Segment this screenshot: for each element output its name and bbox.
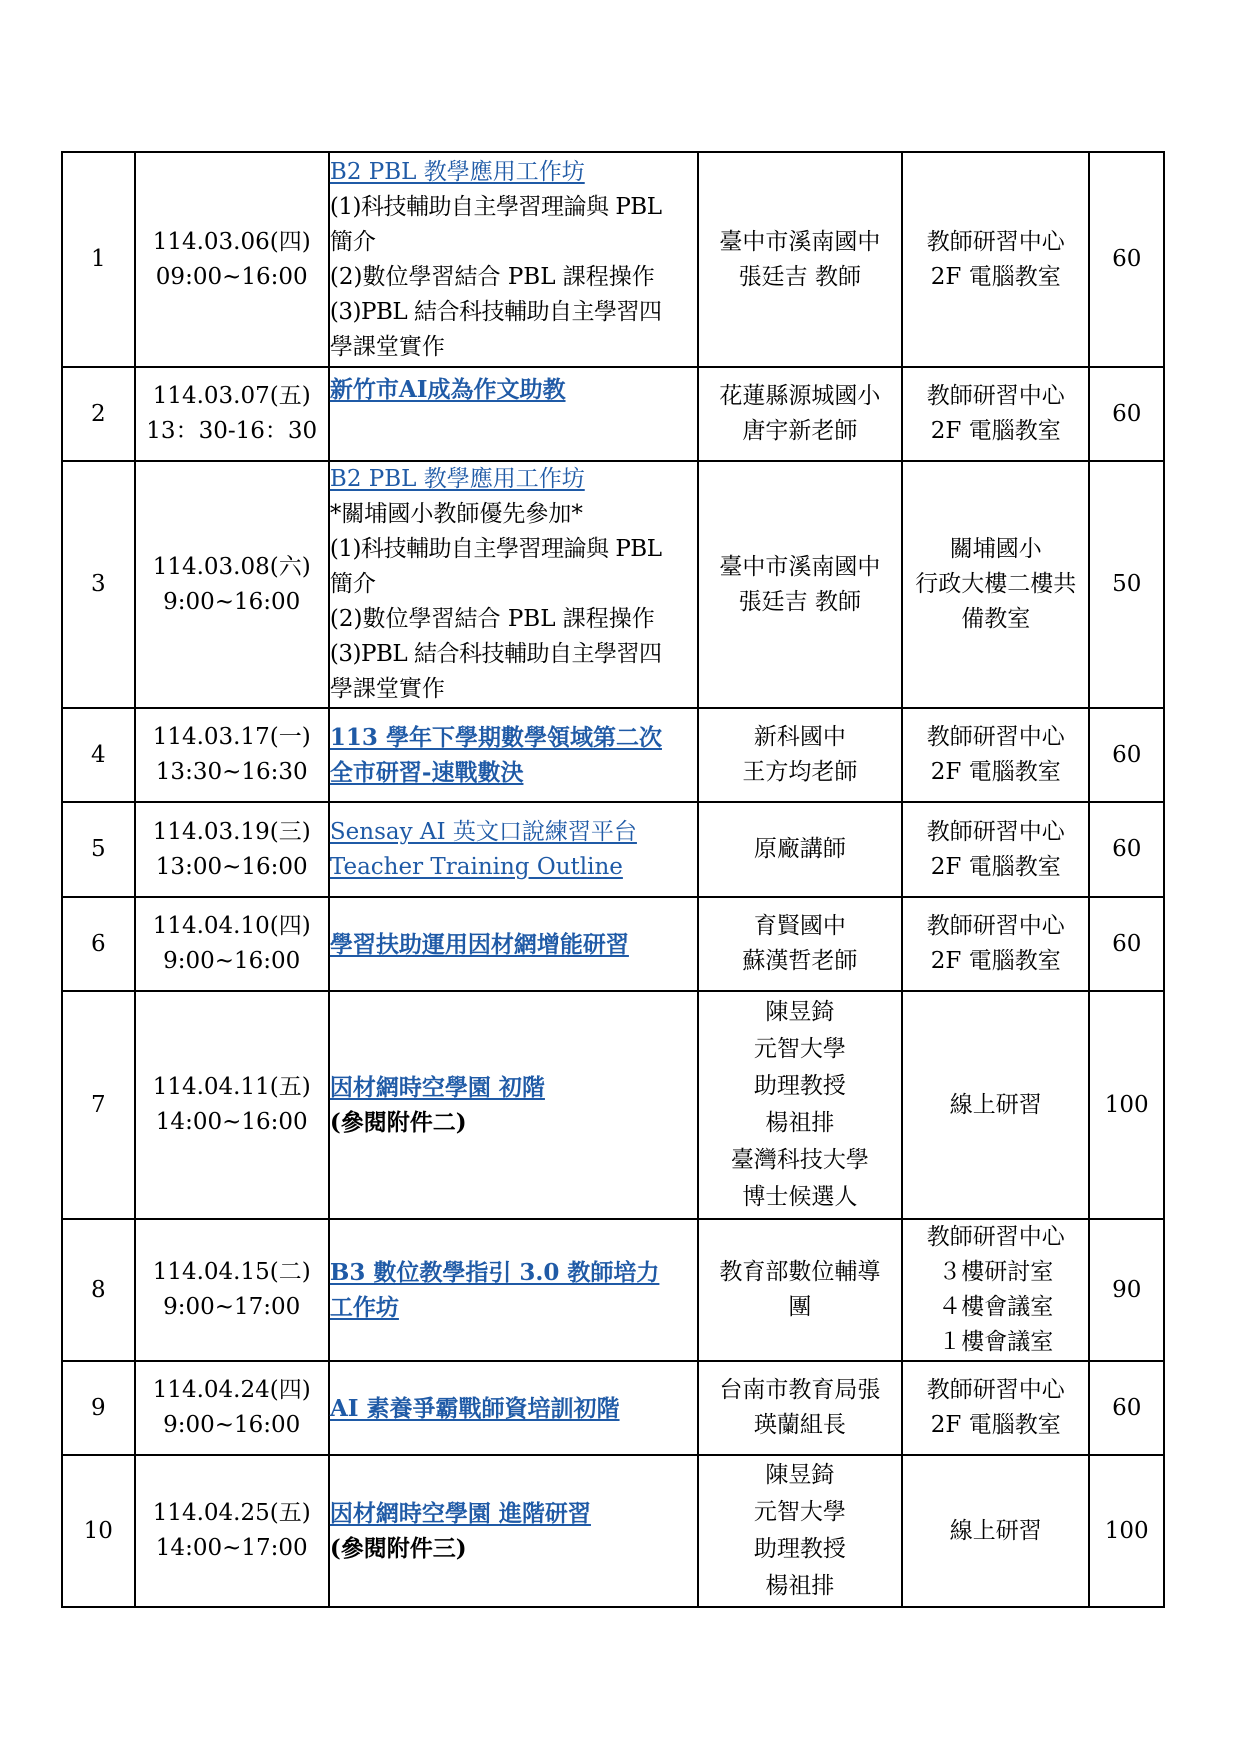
- workshop-title-link[interactable]: B3 數位教學指引 3.0 教師培力: [329, 1259, 660, 1286]
- table-row: [62, 802, 1164, 897]
- location-line: 2F 電腦教室: [930, 853, 1061, 880]
- speaker-line: 臺灣科技大學: [730, 1147, 869, 1173]
- session-time: 14:00~16:00: [155, 1109, 308, 1135]
- topic-cell: [329, 802, 698, 897]
- speaker-cell: [698, 1361, 902, 1455]
- session-date: 114.03.17(一): [152, 724, 311, 750]
- location-cell: [902, 802, 1089, 897]
- capacity: 60: [1089, 367, 1164, 461]
- speaker-line: 元智大學: [753, 1036, 846, 1062]
- speaker-cell: [698, 367, 902, 461]
- speaker-cell: [698, 991, 902, 1219]
- workshop-title-link[interactable]: 因材網時空學園 進階研習: [329, 1500, 591, 1527]
- session-date: 114.03.06(四): [152, 228, 311, 255]
- location-line: 2F 電腦教室: [930, 1412, 1061, 1438]
- attachment-note: (參閱附件二): [329, 1109, 467, 1136]
- topic-detail: (2)數位學習結合 PBL 課程操作: [329, 606, 655, 632]
- workshop-title-link[interactable]: AI 素養爭霸戰師資培訓初階: [329, 1394, 620, 1422]
- location-cell: [902, 708, 1089, 802]
- location-line: 行政大樓二樓共: [915, 571, 1077, 597]
- location-line: 教師研習中心: [926, 818, 1065, 845]
- date-time-cell: [135, 152, 329, 367]
- row-number: 10: [62, 1455, 135, 1607]
- capacity: 50: [1089, 461, 1164, 708]
- capacity: 60: [1089, 802, 1164, 897]
- date-time-cell: [135, 991, 329, 1219]
- speaker-line: 陳昱錡: [765, 999, 835, 1025]
- topic-cell: [329, 152, 698, 367]
- date-time-cell: [135, 1455, 329, 1607]
- session-date: 114.03.07(五): [152, 383, 311, 409]
- table-row: [62, 897, 1164, 991]
- location-line: 2F 電腦教室: [930, 263, 1061, 290]
- workshop-title-link[interactable]: 學習扶助運用因材網增能研習: [329, 930, 629, 958]
- workshop-schedule-table: [61, 151, 1165, 1608]
- workshop-title-link[interactable]: Sensay AI 英文口說練習平台: [329, 818, 637, 845]
- speaker-cell: [698, 1455, 902, 1607]
- speaker-line: 原廠講師: [753, 836, 846, 862]
- speaker-line: 助理教授: [753, 1536, 846, 1562]
- speaker-line: 楊祖排: [765, 1573, 835, 1599]
- date-time-cell: [135, 708, 329, 802]
- session-date: 114.04.15(二): [152, 1259, 311, 1285]
- speaker-cell: [698, 897, 902, 991]
- capacity: 60: [1089, 152, 1164, 367]
- speaker-line: 臺中市溪南國中: [719, 228, 881, 255]
- topic-cell: [329, 991, 698, 1219]
- topic-detail: 學課堂實作: [329, 676, 445, 702]
- date-time-cell: [135, 367, 329, 461]
- session-time: 9:00~16:00: [163, 1412, 301, 1438]
- priority-note: *關埔國小教師優先參加*: [329, 501, 583, 527]
- speaker-line: 元智大學: [753, 1499, 846, 1525]
- location-cell: [902, 897, 1089, 991]
- speaker-line: 陳昱錡: [765, 1462, 835, 1488]
- workshop-title-link[interactable]: 因材網時空學園 初階: [329, 1074, 545, 1101]
- speaker-line: 新科國中: [753, 724, 846, 750]
- session-time: 13:30~16:30: [155, 759, 308, 785]
- topic-cell: [329, 1361, 698, 1455]
- session-time: 9:00~16:00: [163, 948, 301, 974]
- table-row: [62, 991, 1164, 1219]
- date-time-cell: [135, 1361, 329, 1455]
- row-number: 3: [62, 461, 135, 708]
- session-date: 114.03.08(六): [152, 553, 311, 580]
- workshop-title-link[interactable]: B2 PBL 教學應用工作坊: [329, 466, 585, 492]
- row-number: 9: [62, 1361, 135, 1455]
- session-time: 13：30-16：30: [146, 418, 318, 444]
- session-time: 9:00~17:00: [163, 1294, 301, 1320]
- workshop-title-link[interactable]: 全市研習-速戰數決: [329, 759, 524, 786]
- speaker-cell: [698, 708, 902, 802]
- capacity: 60: [1089, 708, 1164, 802]
- speaker-line: 王方均老師: [742, 759, 858, 785]
- location-cell: [902, 1361, 1089, 1455]
- speaker-line: 博士候選人: [742, 1184, 858, 1210]
- speaker-cell: [698, 1219, 902, 1361]
- location-cell: [902, 1455, 1089, 1607]
- table-row: [62, 1219, 1164, 1361]
- capacity: 60: [1089, 897, 1164, 991]
- topic-detail: (1)科技輔助自主學習理論與 PBL: [329, 536, 662, 562]
- row-number: 8: [62, 1219, 135, 1361]
- table-row: [62, 367, 1164, 461]
- location-line: 教師研習中心: [926, 724, 1065, 750]
- speaker-line: 台南市教育局張: [719, 1377, 881, 1403]
- topic-cell: [329, 1219, 698, 1361]
- speaker-line: 助理教授: [753, 1073, 846, 1099]
- date-time-cell: [135, 897, 329, 991]
- workshop-title-link[interactable]: 新竹市AI成為作文助教: [329, 376, 566, 403]
- topic-cell: [329, 1455, 698, 1607]
- date-time-cell: [135, 1219, 329, 1361]
- location-line: 備教室: [961, 606, 1031, 632]
- speaker-line: 團: [788, 1294, 812, 1320]
- row-number: 1: [62, 152, 135, 367]
- session-time: 14:00~17:00: [155, 1535, 308, 1561]
- row-number: 6: [62, 897, 135, 991]
- location-cell: [902, 461, 1089, 708]
- session-date: 114.04.25(五): [152, 1500, 311, 1526]
- date-time-cell: [135, 461, 329, 708]
- location-line: 線上研習: [949, 1091, 1042, 1118]
- topic-cell: [329, 367, 698, 461]
- topic-detail: 學課堂實作: [329, 333, 445, 360]
- topic-detail: 簡介: [329, 228, 376, 255]
- location-cell: [902, 1219, 1089, 1361]
- location-line: 關埔國小: [949, 536, 1042, 562]
- session-date: 114.04.10(四): [152, 913, 311, 939]
- row-number: 5: [62, 802, 135, 897]
- location-line: ３樓研討室: [938, 1259, 1054, 1285]
- topic-detail: 簡介: [329, 571, 376, 597]
- session-time: 13:00~16:00: [155, 853, 308, 880]
- location-cell: [902, 152, 1089, 367]
- workshop-title-link[interactable]: 113 學年下學期數學領域第二次: [329, 724, 662, 751]
- capacity: 90: [1089, 1219, 1164, 1361]
- speaker-line: 唐宇新老師: [742, 418, 858, 444]
- location-line: 2F 電腦教室: [930, 759, 1061, 785]
- workshop-title-link[interactable]: Teacher Training Outline: [329, 853, 623, 880]
- location-line: 教師研習中心: [926, 913, 1065, 939]
- location-cell: [902, 367, 1089, 461]
- speaker-line: 教育部數位輔導: [719, 1259, 881, 1285]
- location-line: １樓會議室: [938, 1329, 1054, 1355]
- location-line: 2F 電腦教室: [930, 948, 1061, 974]
- session-date: 114.03.19(三): [152, 818, 311, 845]
- session-date: 114.04.11(五): [152, 1074, 311, 1100]
- topic-detail: (2)數位學習結合 PBL 課程操作: [329, 263, 655, 290]
- topic-cell: [329, 461, 698, 708]
- session-time: 09:00~16:00: [155, 263, 308, 290]
- location-line: ４樓會議室: [938, 1294, 1054, 1320]
- speaker-line: 瑛蘭組長: [753, 1412, 846, 1438]
- capacity: 60: [1089, 1361, 1164, 1455]
- workshop-title-link[interactable]: 工作坊: [329, 1294, 399, 1321]
- capacity: 100: [1089, 1455, 1164, 1607]
- topic-cell: [329, 897, 698, 991]
- table-row: [62, 708, 1164, 802]
- location-line: 2F 電腦教室: [930, 418, 1061, 444]
- location-line: 教師研習中心: [926, 383, 1065, 409]
- speaker-line: 臺中市溪南國中: [719, 553, 881, 580]
- table-row: [62, 152, 1164, 367]
- speaker-cell: [698, 802, 902, 897]
- table-row: [62, 1361, 1164, 1455]
- speaker-line: 楊祖排: [765, 1110, 835, 1136]
- speaker-line: 張廷吉 教師: [738, 588, 861, 615]
- speaker-line: 花蓮縣源城國小: [719, 383, 881, 409]
- location-cell: [902, 991, 1089, 1219]
- session-time: 9:00~16:00: [163, 588, 301, 615]
- capacity: 100: [1089, 991, 1164, 1219]
- topic-cell: [329, 708, 698, 802]
- speaker-line: 張廷吉 教師: [738, 263, 861, 290]
- row-number: 7: [62, 991, 135, 1219]
- row-number: 4: [62, 708, 135, 802]
- row-number: 2: [62, 367, 135, 461]
- location-line: 線上研習: [949, 1517, 1042, 1544]
- speaker-cell: [698, 152, 902, 367]
- session-date: 114.04.24(四): [152, 1377, 311, 1403]
- topic-detail: (3)PBL 結合科技輔助自主學習四: [329, 641, 662, 667]
- table-row: [62, 1455, 1164, 1607]
- attachment-note: (參閱附件三): [329, 1535, 467, 1562]
- workshop-title-link[interactable]: B2 PBL 教學應用工作坊: [329, 158, 585, 185]
- topic-detail: (3)PBL 結合科技輔助自主學習四: [329, 298, 662, 325]
- location-line: 教師研習中心: [926, 1224, 1065, 1250]
- topic-detail: (1)科技輔助自主學習理論與 PBL: [329, 193, 662, 220]
- speaker-line: 育賢國中: [753, 913, 846, 939]
- speaker-line: 蘇漢哲老師: [742, 948, 858, 974]
- speaker-cell: [698, 461, 902, 708]
- location-line: 教師研習中心: [926, 228, 1065, 255]
- table-row: [62, 461, 1164, 708]
- location-line: 教師研習中心: [926, 1377, 1065, 1403]
- date-time-cell: [135, 802, 329, 897]
